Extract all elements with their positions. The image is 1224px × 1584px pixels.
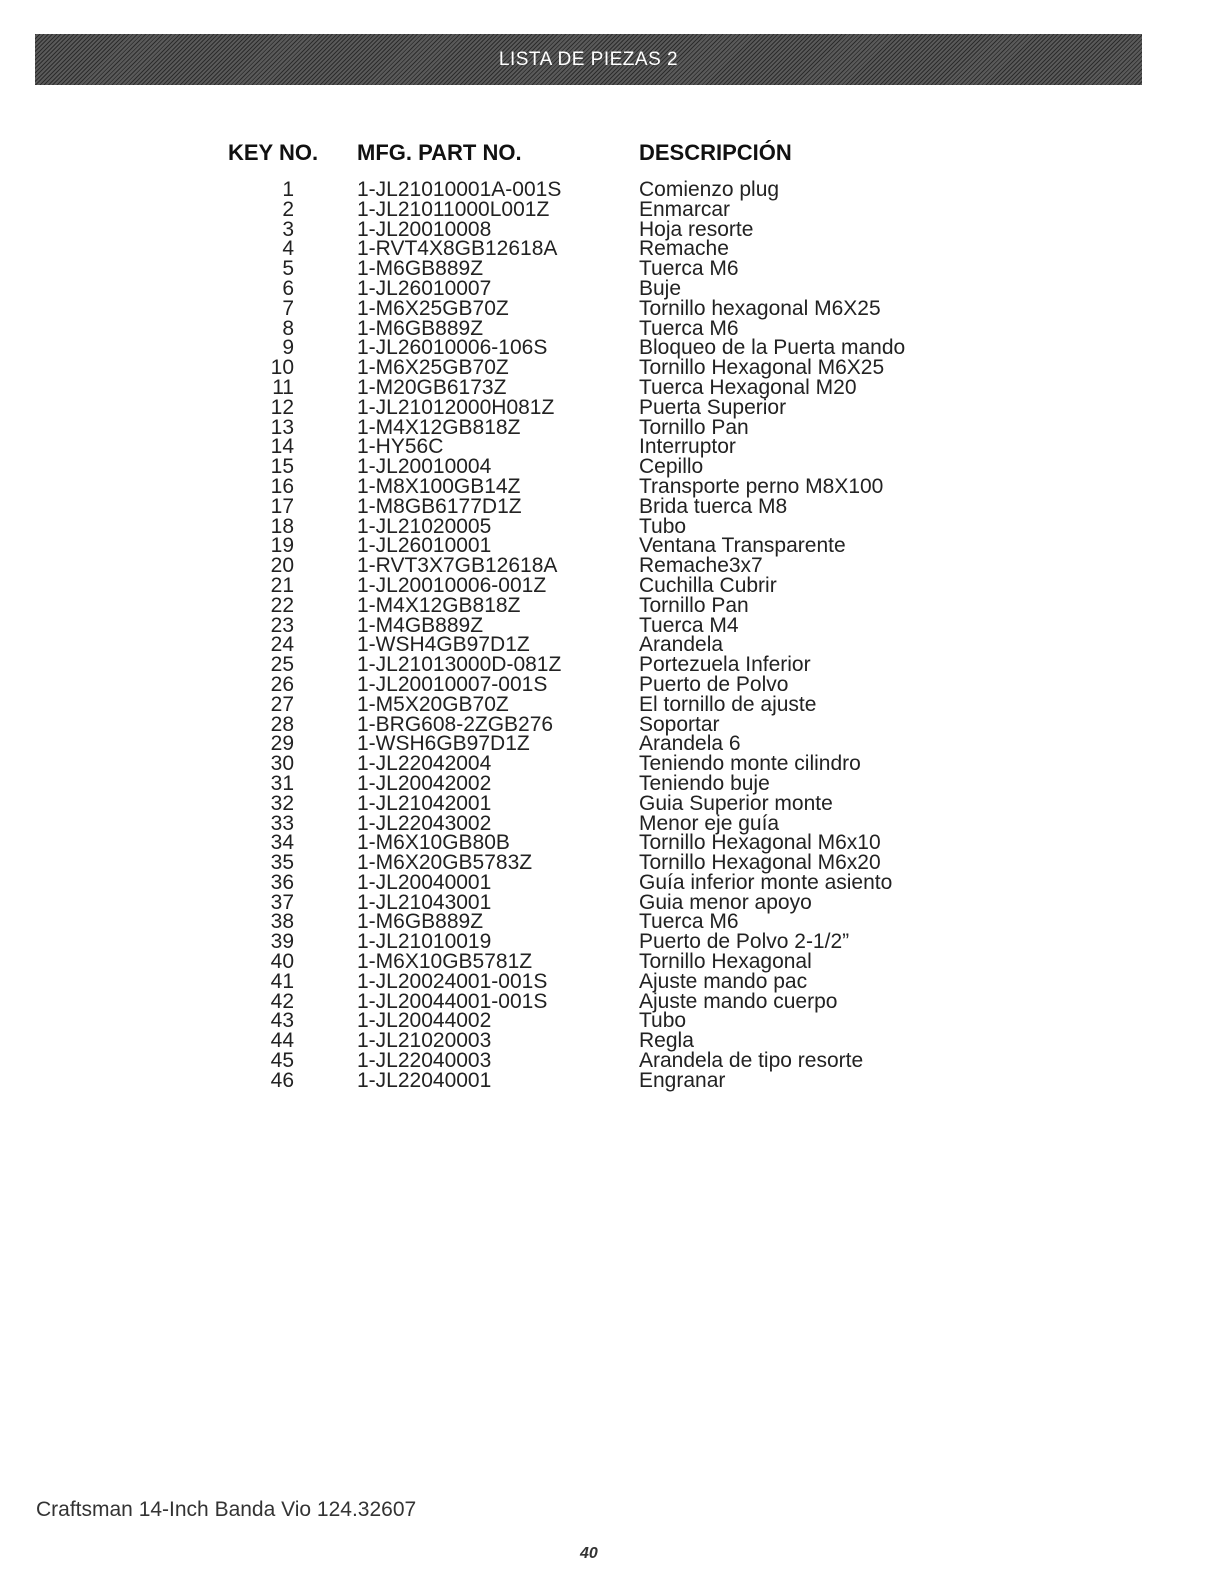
header-mfg-part-no: MFG. PART NO.	[357, 140, 522, 165]
mfg-part-no-cell: 1-M4X12GB818Z	[357, 593, 521, 617]
key-no-cell: 31	[270, 771, 294, 795]
key-no-cell: 36	[270, 870, 294, 894]
key-no-cell: 45	[270, 1049, 294, 1073]
table-row	[228, 514, 988, 538]
section-banner	[35, 34, 1142, 85]
mfg-part-no-cell: 1-JL20024001-001S	[357, 969, 548, 993]
key-no-cell: 32	[270, 791, 294, 815]
mfg-part-no-cell: 1-JL20042002	[357, 771, 492, 795]
table-row	[228, 989, 988, 1013]
key-no-cell: 24	[270, 633, 294, 657]
table-row	[228, 754, 988, 774]
description-cell: Teniendo monte cilindro	[639, 752, 861, 776]
key-no-cell: 2	[282, 197, 294, 221]
table-row	[228, 593, 988, 617]
key-no-cell: 17	[270, 494, 294, 518]
key-no-cell: 9	[282, 336, 294, 360]
table-row	[228, 395, 988, 419]
table-row	[228, 712, 988, 736]
description-cell: Regla	[639, 1029, 694, 1053]
description-cell: Tuerca M6	[639, 316, 739, 340]
description-cell: Teniendo buje	[639, 771, 770, 795]
key-no-cell: 39	[270, 930, 294, 954]
mfg-part-no-cell: 1-JL22042004	[357, 752, 492, 776]
description-cell: Ajuste mando cuerpo	[639, 989, 838, 1013]
footer-title: Craftsman 14-Inch Banda Vio 124.32607	[36, 1498, 417, 1521]
description-cell: Tuerca M6	[639, 257, 739, 281]
mfg-part-no-cell: 1-JL20010004	[357, 455, 492, 479]
key-no-cell: 14	[270, 435, 294, 459]
header-descripcion: DESCRIPCIÓN	[639, 140, 792, 165]
description-cell: Ajuste mando pac	[639, 969, 808, 993]
mfg-part-no-cell: 1-M5X20GB70Z	[357, 692, 509, 716]
description-cell: Brida tuerca M8	[639, 494, 788, 518]
mfg-part-no-cell: 1-RVT3X7GB12618A	[357, 554, 558, 578]
key-no-cell: 7	[282, 296, 294, 320]
table-row	[228, 870, 988, 894]
key-no-cell: 6	[282, 276, 294, 300]
table-row	[228, 239, 988, 259]
table-row	[228, 1068, 988, 1092]
description-cell: Ventana Transparente	[639, 534, 846, 558]
table-row	[228, 259, 988, 279]
key-no-cell: 35	[270, 851, 294, 875]
key-no-cell: 22	[270, 593, 294, 617]
mfg-part-no-cell: 1-M8GB6177D1Z	[357, 494, 522, 518]
description-cell: Puerto de Polvo 2-1/2”	[639, 930, 850, 954]
mfg-part-no-cell: 1-JL21012000H081Z	[357, 395, 555, 419]
description-cell: Menor eje guía	[639, 811, 780, 835]
mfg-part-no-cell: 1-WSH6GB97D1Z	[357, 732, 530, 756]
mfg-part-no-cell: 1-M20GB6173Z	[357, 375, 507, 399]
key-no-cell: 43	[270, 1009, 294, 1033]
description-cell: Tornillo Pan	[639, 593, 749, 617]
key-no-cell: 27	[270, 692, 294, 716]
banner-title: LISTA DE PIEZAS 2	[498, 48, 679, 70]
description-cell: Guia Superior monte	[639, 791, 833, 815]
key-no-cell: 23	[270, 613, 294, 637]
key-no-cell: 21	[270, 573, 294, 597]
description-cell: Transporte perno M8X100	[639, 474, 884, 498]
description-cell: Guía inferior monte asiento	[639, 870, 893, 894]
table-row	[228, 771, 988, 795]
mfg-part-no-cell: 1-M6X25GB70Z	[357, 296, 509, 320]
key-no-cell: 41	[270, 969, 294, 993]
description-cell: Arandela	[639, 633, 724, 657]
key-no-cell: 38	[270, 910, 294, 934]
key-no-cell: 26	[270, 672, 294, 696]
key-no-cell: 1	[282, 178, 294, 201]
table-row	[228, 791, 988, 815]
mfg-part-no-cell: 1-JL20040001	[357, 870, 492, 894]
mfg-part-no-cell: 1-JL21010001A-001S	[357, 178, 562, 201]
table-row	[228, 672, 988, 696]
key-no-cell: 28	[270, 712, 294, 736]
table-row	[228, 912, 988, 932]
key-no-cell: 44	[270, 1029, 294, 1053]
mfg-part-no-cell: 1-RVT4X8GB12618A	[357, 237, 558, 261]
header-key-no: KEY NO.	[228, 140, 319, 165]
description-cell: Hoja resorte	[639, 217, 754, 241]
table-row	[228, 474, 988, 498]
table-row	[228, 437, 988, 457]
mfg-part-no-cell: 1-M6GB889Z	[357, 257, 484, 281]
description-cell: Interruptor	[639, 435, 736, 459]
description-cell: Puerto de Polvo	[639, 672, 789, 696]
key-no-cell: 33	[270, 811, 294, 835]
key-no-cell: 11	[272, 375, 294, 399]
mfg-part-no-cell: 1-JL22040001	[357, 1068, 492, 1092]
table-row	[228, 1011, 988, 1031]
description-cell: Tornillo Hexagonal M6X25	[639, 356, 885, 380]
mfg-part-no-cell: 1-JL22043002	[357, 811, 492, 835]
key-no-cell: 42	[270, 989, 294, 1013]
mfg-part-no-cell: 1-M6GB889Z	[357, 910, 484, 934]
table-row	[228, 556, 988, 576]
description-cell: Guia menor apoyo	[639, 890, 812, 914]
table-row	[228, 655, 988, 675]
mfg-part-no-cell: 1-JL26010001	[357, 534, 492, 558]
table-row	[228, 358, 988, 378]
table-row	[228, 536, 988, 556]
mfg-part-no-cell: 1-JL21042001	[357, 791, 492, 815]
description-cell: Puerta Superior	[639, 395, 787, 419]
description-cell: Remache3x7	[639, 554, 763, 578]
table-row	[228, 197, 988, 221]
table-row	[228, 573, 988, 597]
description-cell: Tornillo Hexagonal M6x20	[639, 851, 881, 875]
mfg-part-no-cell: 1-M6X20GB5783Z	[357, 851, 533, 875]
key-no-cell: 37	[270, 890, 294, 914]
description-cell: Cepillo	[639, 455, 704, 479]
key-no-cell: 25	[270, 653, 294, 677]
parts-rows	[228, 180, 988, 1091]
table-row	[228, 375, 988, 399]
table-row	[228, 613, 988, 637]
mfg-part-no-cell: 1-JL21013000D-081Z	[357, 653, 562, 677]
table-row	[228, 1051, 988, 1071]
table-row	[228, 853, 988, 873]
table-row	[228, 217, 988, 241]
mfg-part-no-cell: 1-M6X10GB5781Z	[357, 950, 533, 974]
key-no-cell: 3	[282, 217, 294, 241]
table-row	[228, 1031, 988, 1051]
description-cell: Tornillo Hexagonal M6x10	[639, 831, 881, 855]
table-row	[228, 180, 988, 200]
key-no-cell: 46	[270, 1068, 294, 1092]
key-no-cell: 18	[270, 514, 294, 538]
description-cell: Buje	[639, 276, 682, 300]
mfg-part-no-cell: 1-M6X25GB70Z	[357, 356, 509, 380]
description-cell: Cuchilla Cubrir	[639, 573, 777, 597]
key-no-cell: 13	[270, 415, 294, 439]
key-no-cell: 5	[282, 257, 294, 281]
description-cell: Tornillo Pan	[639, 415, 749, 439]
mfg-part-no-cell: 1-JL21010019	[357, 930, 492, 954]
table-row	[228, 734, 988, 754]
description-cell: Tuerca M4	[639, 613, 739, 637]
mfg-part-no-cell: 1-M4X12GB818Z	[357, 415, 521, 439]
description-cell: Arandela de tipo resorte	[639, 1049, 864, 1073]
mfg-part-no-cell: 1-WSH4GB97D1Z	[357, 633, 530, 657]
key-no-cell: 19	[270, 534, 294, 558]
table-row	[228, 296, 988, 320]
description-cell: Tornillo Hexagonal	[639, 950, 812, 974]
description-cell: Bloqueo de la Puerta mando	[639, 336, 906, 360]
description-cell: El tornillo de ajuste	[639, 692, 817, 716]
table-row	[228, 276, 988, 300]
description-cell: Comienzo plug	[639, 178, 780, 201]
key-no-cell: 29	[270, 732, 294, 756]
mfg-part-no-cell: 1-M4GB889Z	[357, 613, 484, 637]
mfg-part-no-cell: 1-M6X10GB80B	[357, 831, 510, 855]
description-cell: Tuerca Hexagonal M20	[639, 375, 857, 399]
description-cell: Tubo	[639, 1009, 687, 1033]
table-row	[228, 494, 988, 518]
mfg-part-no-cell: 1-JL20010007-001S	[357, 672, 548, 696]
key-no-cell: 8	[282, 316, 294, 340]
key-no-cell: 12	[270, 395, 294, 419]
key-no-cell: 40	[270, 950, 294, 974]
mfg-part-no-cell: 1-JL20044001-001S	[357, 989, 548, 1013]
key-no-cell: 10	[270, 356, 294, 380]
mfg-part-no-cell: 1-JL26010007	[357, 276, 492, 300]
mfg-part-no-cell: 1-JL20010006-001Z	[357, 573, 547, 597]
table-row	[228, 635, 988, 655]
description-cell: Tubo	[639, 514, 687, 538]
mfg-part-no-cell: 1-BRG608-2ZGB276	[357, 712, 554, 736]
description-cell: Tornillo hexagonal M6X25	[639, 296, 881, 320]
mfg-part-no-cell: 1-JL20010008	[357, 217, 492, 241]
key-no-cell: 20	[270, 554, 294, 578]
mfg-part-no-cell: 1-M6GB889Z	[357, 316, 484, 340]
key-no-cell: 4	[282, 237, 294, 261]
table-row	[228, 692, 988, 716]
page-number: 40	[580, 1545, 598, 1562]
description-cell: Tuerca M6	[639, 910, 739, 934]
table-row	[228, 890, 988, 914]
table-row	[228, 969, 988, 993]
description-cell: Arandela 6	[639, 732, 741, 756]
mfg-part-no-cell: 1-JL21011000L001Z	[357, 197, 550, 221]
mfg-part-no-cell: 1-M8X100GB14Z	[357, 474, 521, 498]
mfg-part-no-cell: 1-JL22040003	[357, 1049, 492, 1073]
description-cell: Engranar	[639, 1068, 726, 1092]
table-row	[228, 932, 988, 952]
description-cell: Portezuela Inferior	[639, 653, 811, 677]
mfg-part-no-cell: 1-JL21043001	[357, 890, 492, 914]
mfg-part-no-cell: 1-JL20044002	[357, 1009, 492, 1033]
key-no-cell: 30	[270, 752, 294, 776]
mfg-part-no-cell: 1-HY56C	[357, 435, 444, 459]
table-row	[228, 457, 988, 477]
mfg-part-no-cell: 1-JL21020005	[357, 514, 492, 538]
mfg-part-no-cell: 1-JL21020003	[357, 1029, 492, 1053]
key-no-cell: 34	[270, 831, 294, 855]
description-cell: Enmarcar	[639, 197, 731, 221]
mfg-part-no-cell: 1-JL26010006-106S	[357, 336, 548, 360]
description-cell: Soportar	[639, 712, 720, 736]
description-cell: Remache	[639, 237, 729, 261]
table-row	[228, 952, 988, 972]
key-no-cell: 15	[270, 455, 294, 479]
table-row	[228, 415, 988, 439]
key-no-cell: 16	[270, 474, 294, 498]
